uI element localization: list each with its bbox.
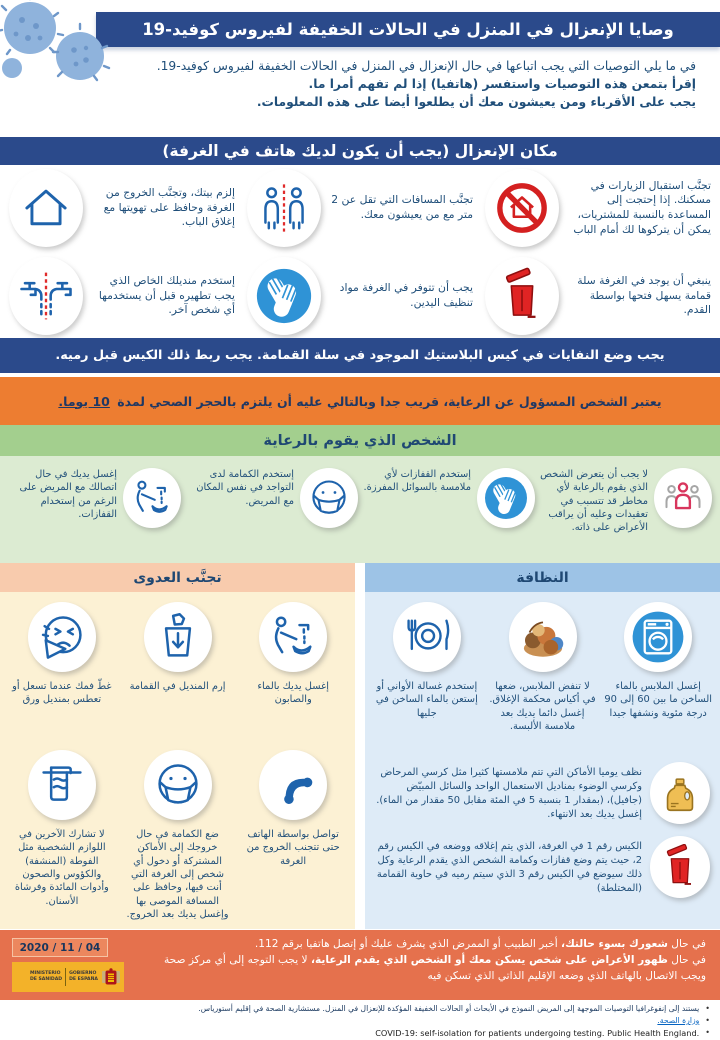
emergency-text: أخبر الطبيب أو الممرض الذي يشرف عليك أو إتصل هاتفيا برقم 112. (254, 938, 562, 950)
spain-government-logo (12, 962, 124, 992)
hygiene-title: النظافة (516, 569, 569, 586)
avoid-item-text: إرم المنديل في القمامة (129, 681, 226, 692)
clothes-pile-icon (516, 610, 570, 664)
logo-ministerio-text: MINISTERIO DE SANIDAD (29, 971, 63, 982)
footer-reference-1 (10, 1003, 710, 1015)
iso-item-private-towel (6, 254, 238, 338)
hygiene-item-waste-bags (369, 834, 716, 908)
hygiene-item-text: لا تنفض الملابس، ضعها في أكياس محكمة الإغلاق. إغسل دائما يديك بعد ملامسة الألبسة. (489, 681, 596, 733)
isolation-section-bar (0, 137, 720, 165)
iso-item-text: يجب أن تتوفر في الغرفة مواد تنظيف اليدين. (339, 281, 473, 309)
caregiver-item-wash (8, 464, 181, 559)
emergency-text-bold: شعورك بسوء حالتك، (561, 938, 668, 950)
isolation-section-title: مكان الإنعزال (يجب أن يكون لديك هاتف في الغرفة) (162, 142, 558, 160)
hygiene-item-dishes (369, 602, 485, 760)
virus-decoration-icon (0, 0, 122, 109)
caregiver-section-bar (0, 425, 720, 456)
iso-item-text: إستخدم منديلك الخاص الذي يجب تطهيره قبل أن يستخدمها أي شخص آخر. (98, 274, 235, 317)
caregiver-item-gloves (362, 464, 535, 559)
bleach-bottle-icon (657, 770, 703, 816)
emergency-text-bold: ظهور الأعراض على شخص يسكن معك أو الشخص الذي يقدم الرعاية، (310, 953, 668, 966)
caregiver-item-text: لا يجب أن يتعرض الشخص الذي يقوم بالرعاية لأي مخاطر قد تتسبب في تعقيدات وعليه أن يراقب الأعراض على ذاته. (540, 469, 648, 534)
footer-reference-text-en: COVID-19: self-isolation for patients undergoing testing. Public Health England. (375, 1028, 700, 1038)
iso-item-text: تجنَّب المسافات التي تقل عن 2 متر مع من يعيشون معك. (331, 193, 473, 221)
hygiene-item-disinfect (369, 760, 716, 834)
people-group-icon (661, 476, 705, 520)
private-taps-icon (18, 268, 74, 324)
caregiver-item-mask (185, 464, 358, 559)
hygiene-item-text: إستخدم غسالة الأواني أو إستعن بالماء الساخن في جليها (375, 681, 478, 719)
avoid-item-text: إغسل يديك بالماء والصابون (257, 681, 329, 706)
emergency-line-1 (140, 937, 706, 953)
avoid-infection-title: تجنَّب العدوى (133, 569, 222, 586)
sneeze-face-icon (36, 611, 88, 663)
page-title-bar (96, 12, 720, 47)
iso-item-pedal-bin (482, 254, 714, 338)
avoid-item-mask (120, 750, 236, 930)
washing-hands-icon (253, 265, 315, 327)
date-badge: 2020 / 11 / 04 (12, 938, 108, 957)
caregiver-quarantine-banner (0, 377, 720, 425)
caregiver-item-text: إغسل يديك في حال اتصالك مع المريض على الرغم من إستخدام القفازات. (19, 469, 117, 521)
bullet-icon: • (705, 1028, 710, 1037)
iso-item-distance (244, 166, 476, 250)
dishes-icon (401, 611, 453, 663)
hygiene-item-text: الكيس رقم 1 في الغرفة، الذي يتم إغلاقه ووضعه في الكيس رقم 2، حيث يتم وضع قفازات وكمامة الشخص الذي يقدم الرعاية وكل ذلك سيوضع في الكيس رقم 3 الذي سيتم رميه في حاوية القمامة (المختلطة) (376, 841, 642, 894)
iso-item-hand-cleaning (244, 254, 476, 338)
intro-line-1: في ما يلي التوصيات التي يجب اتباعها في حال الإنعزال في المنزل في الحالات الخفيفة لفيروس كوفيد-19. (156, 59, 696, 73)
spain-coat-of-arms-icon (101, 968, 121, 987)
footer-reference-text: يستند إلى إنفوغرافيا التوصيات الموجهة إلى المريض النموذج في الأبحاث أو الحالات الخفيفة المؤكدة للإنعزال في المنزل. مستشارية الصحة في إقليم أستورياس. (198, 1004, 700, 1013)
intro-line-2: إقرأ بتمعن هذه التوصيات واستفسر (هاتفيا) إذا لم تفهم أمرا ما. (308, 76, 696, 91)
avoid-item-tissue-bin (120, 602, 236, 750)
avoid-item-text: تواصل بواسطة الهاتف حتى تتجنب الخروج من الغرفة (246, 829, 340, 867)
caregiver-item-text: إستخدم القفازات لأي ملامسة بالسوائل المفرزة. (363, 469, 471, 494)
avoid-item-phone (235, 750, 351, 930)
washing-hands-icon (482, 474, 530, 522)
caregiver-item-risk (539, 464, 712, 559)
ministry-of-health-link[interactable]: وزارة الصحة. (657, 1016, 700, 1025)
iso-item-text: إلزم بيتك، وتجنَّب الخروج من الغرفة وحافظ على تهويتها مع إغلاق الباب. (103, 186, 235, 229)
hygiene-column (365, 592, 720, 929)
iso-item-text: ينبغي أن يوجد في الغرفة سلة قمامة يسهل فتحها بواسطة القدم. (577, 274, 711, 317)
avoid-infection-header (0, 563, 355, 592)
pedal-bin-icon (495, 267, 549, 325)
trash-bag-banner (0, 338, 720, 373)
bullet-icon: • (705, 1016, 710, 1025)
red-bin-icon (658, 844, 702, 890)
footer-references (10, 1003, 710, 1039)
phone-icon (268, 760, 318, 810)
hygiene-header (365, 563, 720, 592)
caregiver-item-text: إستخدم الكمامة لدى التواجد في نفس المكان مع المريض. (196, 469, 294, 507)
caregiver-section-title: الشخص الذي يقوم بالرعاية (263, 432, 457, 449)
avoid-item-no-sharing (4, 750, 120, 930)
iso-item-no-visitors (482, 166, 714, 250)
caregiver-items-row (0, 456, 720, 563)
trash-bag-banner-text: يجب وضع النفايات في كيس البلاستيك الموجود في سلة القمامة. يجب ربط ذلك الكيس قبل رميه. (55, 348, 665, 363)
quarantine-duration: 10 يوما. (58, 393, 110, 409)
hygiene-item-laundry (600, 602, 716, 760)
avoid-item-text: غطّ فمك عندما تسعل أو تعطس بمنديل ورق (12, 681, 112, 706)
footer-reference-2 (10, 1015, 710, 1027)
bullet-icon: • (705, 1004, 710, 1013)
footer-reference-3 (10, 1027, 710, 1039)
two-people-distance-icon (257, 179, 311, 237)
house-icon (19, 181, 73, 235)
towel-icon (36, 759, 88, 811)
iso-item-stay-home (6, 166, 238, 250)
avoid-item-wash-hands (235, 602, 351, 750)
hygiene-item-text: نظف يوميا الأماكن التي تتم ملامستها كثيرا مثل كرسي المرحاض وكرسي الوضوء بمناديل الاستعمال الواحد والسائل المبيّض (جافيل)، (بمقدار 1 بنسبة 5 في المئة مقابل 50 مقدار من الماء). إغسل يديك بعد الانتهاء. (376, 767, 642, 820)
no-visitors-icon (494, 180, 550, 236)
iso-item-text: تجنَّب استقبال الزيارات في مسكنك. إذا إحتجت إلى المساعدة بالنسبة للمشتريات، يمكن أن يتركوها لك أمام الباب (573, 178, 711, 236)
washing-machine-icon (629, 608, 687, 666)
wash-hands-sink-icon (130, 476, 174, 520)
face-mask-icon (307, 476, 351, 520)
emergency-text: لا يجب التوجه إلى أي مركز صحة ويجب الاتصال بالهاتف الذي وضعه الإقليم الذاتي الذي تسكن فيه (163, 953, 706, 982)
quarantine-text: يعتبر الشخص المسؤول عن الرعاية، قريب جدا وبالتالي عليه أن يلتزم بالحجر الصحي لمدة (117, 393, 662, 409)
intro-line-3: يجب على الأقرباء ومن يعيشون معك أن يطلعوا أيضا على هذه المعلومات. (256, 94, 696, 109)
avoid-item-cover-mouth (4, 602, 120, 750)
emergency-line-2 (140, 953, 706, 985)
avoid-item-text: لا تشارك الآخرين في اللوازم الشخصية مثل الفوطة (المنشفة) والكؤوس والصحون وأدوات المائدة وفرشاة الأسنان. (14, 829, 109, 907)
logo-gobierno-text: GOBIERNO DE ESPAÑA (69, 971, 98, 982)
emergency-text: في حال (667, 953, 706, 966)
page-title: وصايا الإنعزال في المنزل في الحالات الخفيفة لفيروس كوفيد-19 (142, 20, 674, 39)
avoid-item-text: ضع الكمامة في حال خروجك إلى الأماكن المشتركة أو دخول أي شخص إلى الغرفة التي أنت فيها، وحافظ على المسافة الموصى بها وإغسل يديك بعد الخروج. (126, 829, 229, 921)
hygiene-item-text: إغسل الملابس بالماء الساخن ما بين 60 إلى 90 درجة مئوية ونشفها جيدا (604, 681, 712, 719)
isolation-items-grid (6, 166, 714, 338)
face-mask-icon (152, 759, 204, 811)
hygiene-item-clothes-bag (485, 602, 601, 760)
emergency-text: في حال (667, 938, 706, 950)
tissue-bin-icon (152, 611, 204, 663)
avoid-infection-column (0, 592, 355, 929)
logo-divider (65, 968, 66, 986)
wash-hands-sink-icon (267, 611, 319, 663)
